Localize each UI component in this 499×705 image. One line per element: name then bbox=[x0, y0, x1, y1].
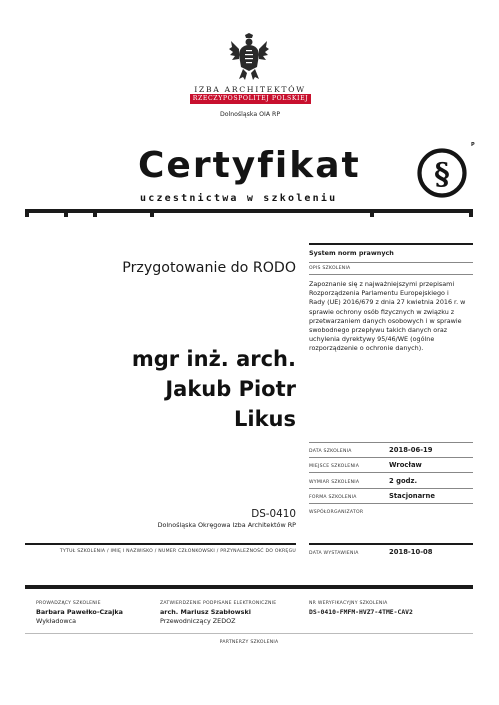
detail-value-duration: 2 godz. bbox=[389, 477, 418, 485]
detail-label-duration: WYMIAR SZKOLENIA bbox=[309, 480, 360, 485]
detail-value-place: Wrocław bbox=[389, 461, 422, 469]
divider-notch bbox=[93, 213, 97, 217]
partners-rule bbox=[25, 633, 473, 634]
partners-label: PARTNERZY SZKOLENIA bbox=[219, 640, 279, 645]
details-rule bbox=[309, 503, 473, 504]
description-line: Rozporządzenia Parlamentu Europejskiego i bbox=[309, 289, 449, 298]
detail-label-form: FORMA SZKOLENIA bbox=[309, 495, 357, 500]
participant-name-line2: Jakub Piotr bbox=[165, 377, 296, 401]
right-thin-rule bbox=[309, 274, 473, 275]
verification-label: NR WERYFIKACYJNY SZKOLENIA bbox=[309, 601, 388, 606]
issue-rule bbox=[309, 543, 473, 545]
issue-date-value: 2018-10-08 bbox=[389, 548, 433, 556]
training-code: DS-0410 bbox=[251, 508, 296, 520]
paragraph-icon bbox=[416, 147, 468, 199]
footer-divider bbox=[25, 585, 473, 589]
description-line: przetwarzaniem danych osobowych i w sprawie bbox=[309, 316, 462, 325]
participant-name-line3: Likus bbox=[234, 407, 296, 431]
detail-value-form: Stacjonarne bbox=[389, 492, 435, 500]
system-heading: System norm prawnych bbox=[309, 249, 394, 257]
details-rule bbox=[309, 442, 473, 443]
chamber-name: Dolnośląska OIA RP bbox=[219, 111, 281, 118]
organizer-name: Dolnośląska Okręgowa Izba Architektów RP bbox=[157, 521, 296, 529]
description-line: Rady (UE) 2016/679 z dnia 27 kwietnia 2016 r. w bbox=[309, 298, 466, 307]
description-line: swobodnego przepływu takich danych oraz bbox=[309, 326, 448, 335]
lecturer-role: Wykładowca bbox=[36, 617, 77, 625]
certificate-title: Certyfikat bbox=[138, 145, 361, 186]
svg-text:§: § bbox=[434, 157, 450, 192]
details-rule bbox=[309, 488, 473, 489]
logo-text-line2: RZECZYPOSPOLITEJ POLSKIEJ bbox=[190, 94, 311, 104]
detail-value-date: 2018-06-19 bbox=[389, 446, 433, 454]
right-top-rule bbox=[309, 243, 473, 245]
divider-notch bbox=[150, 213, 154, 217]
description-label: OPIS SZKOLENIA bbox=[309, 266, 351, 271]
training-caption: TYTUŁ SZKOLENIA / IMIĘ I NAZWISKO / NUMER CZŁONKOWSKI / PRZYNALEŻNOŚĆ DO OKRĘGU bbox=[59, 549, 296, 554]
logo-text-line1: IZBA ARCHITEKTÓW bbox=[194, 85, 306, 94]
divider-notch bbox=[64, 213, 68, 217]
details-rule bbox=[309, 457, 473, 458]
certificate-subtitle: uczestnictwa w szkoleniu bbox=[140, 193, 338, 204]
description-text bbox=[309, 280, 465, 354]
divider-notch bbox=[25, 213, 29, 217]
training-name: Przygotowanie do RODO bbox=[122, 260, 296, 276]
left-signature-rule bbox=[25, 543, 296, 545]
lecturer-name: Barbara Pawełko-Czajka bbox=[36, 608, 123, 616]
approver-name: arch. Mariusz Szabłowski bbox=[160, 608, 251, 616]
verification-number: DS-0410-FMFM-HVZ7-4TME-CAV2 bbox=[309, 608, 413, 616]
detail-label-coorganizer: WSPÓŁORGANIZATOR bbox=[309, 510, 364, 515]
lecturer-label: PROWADZĄCY SZKOLENIE bbox=[36, 601, 101, 606]
right-thin-rule bbox=[309, 262, 473, 263]
divider-notch bbox=[469, 213, 473, 217]
description-line: sprawie ochrony osób fizycznych w związku z bbox=[309, 307, 455, 316]
registered-mark: P bbox=[471, 142, 475, 148]
description-line: uchylenia dyrektywy 95/46/WE (ogólne bbox=[309, 335, 435, 344]
description-line: Zapoznanie się z najważniejszymi przepisami bbox=[309, 280, 455, 288]
approver-label: ZATWIERDZENIE PODPISANE ELEKTRONICZNIE bbox=[160, 601, 277, 606]
approver-role: Przewodniczący ZEDOZ bbox=[160, 617, 236, 625]
issue-date-label: DATA WYSTAWIENIA bbox=[309, 551, 359, 556]
detail-label-place: MIEJSCE SZKOLENIA bbox=[309, 464, 360, 469]
details-rule bbox=[309, 472, 473, 473]
description-line: rozporządzenie o ochronie danych). bbox=[309, 344, 424, 353]
participant-name-line1: mgr inż. arch. bbox=[131, 347, 296, 371]
divider-notch bbox=[370, 213, 374, 217]
eagle-emblem-icon bbox=[229, 33, 269, 81]
detail-label-date: DATA SZKOLENIA bbox=[309, 449, 352, 454]
